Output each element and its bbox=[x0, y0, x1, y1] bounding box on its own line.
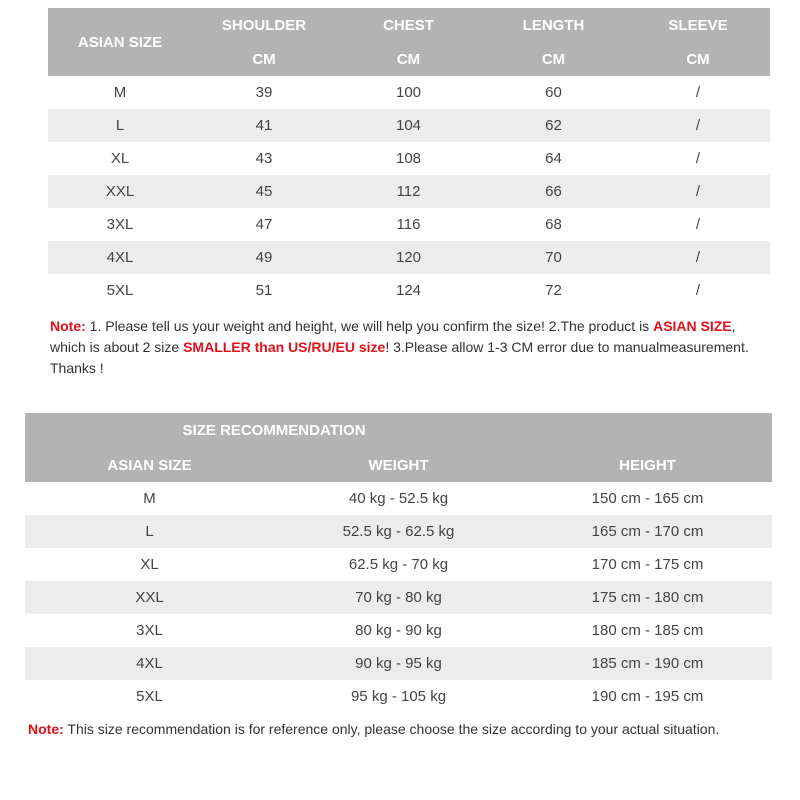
table-row bbox=[25, 680, 772, 713]
cell-chest: 108 bbox=[395, 150, 422, 167]
header-height: HEIGHT bbox=[523, 448, 772, 482]
cell-shoulder: 47 bbox=[255, 216, 273, 233]
note-label: Note: bbox=[28, 721, 64, 737]
table-row bbox=[25, 515, 772, 548]
table-row bbox=[48, 109, 770, 142]
cell-shoulder: 41 bbox=[192, 109, 336, 142]
cell-weight: 40 kg - 52.5 kg bbox=[348, 490, 449, 507]
cell-sleeve: / bbox=[626, 175, 770, 208]
cell-weight: 80 kg - 90 kg bbox=[355, 622, 442, 639]
size-chart-header-row bbox=[48, 8, 770, 42]
note-text-part3: ! 3.Please allow 1-3 CM error due to manualmeasurement. Thanks ! bbox=[50, 339, 749, 376]
header-chest: CHEST bbox=[336, 8, 481, 42]
header-length: LENGTH bbox=[481, 8, 626, 42]
cell-length: 64 bbox=[545, 150, 562, 167]
header-sleeve: SLEEVE bbox=[626, 8, 770, 42]
cell-sleeve: / bbox=[626, 241, 770, 274]
cell-chest: 100 bbox=[395, 84, 422, 101]
table-row bbox=[25, 647, 772, 680]
table-row bbox=[48, 241, 770, 274]
cell-shoulder: 39 bbox=[255, 84, 273, 101]
cell-height: 165 cm - 170 cm bbox=[523, 515, 772, 548]
cell-length: 72 bbox=[545, 282, 562, 299]
unit-chest: CM bbox=[336, 42, 481, 76]
unit-shoulder: CM bbox=[192, 42, 336, 76]
table-row bbox=[25, 548, 772, 581]
cell-size: XL bbox=[140, 556, 159, 573]
cell-size: 4XL bbox=[25, 647, 274, 680]
cell-sleeve: / bbox=[695, 282, 701, 299]
cell-height: 185 cm - 190 cm bbox=[523, 647, 772, 680]
size-recommendation-table bbox=[25, 413, 772, 713]
cell-sleeve: / bbox=[695, 216, 701, 233]
header-shoulder: SHOULDER bbox=[192, 8, 336, 42]
cell-shoulder: 45 bbox=[192, 175, 336, 208]
cell-size: 4XL bbox=[48, 241, 192, 274]
unit-length: CM bbox=[481, 42, 626, 76]
header-weight: WEIGHT bbox=[274, 448, 523, 482]
table-row bbox=[48, 175, 770, 208]
cell-height: 170 cm - 175 cm bbox=[591, 556, 704, 573]
note-text: This size recommendation is for reference only, please choose the size according to your actual situation. bbox=[63, 721, 720, 737]
note-highlight-smaller: SMALLER than US/RU/EU size bbox=[183, 339, 386, 355]
cell-size: L bbox=[48, 109, 192, 142]
cell-shoulder: 51 bbox=[255, 282, 273, 299]
note-highlight-asian-size: ASIAN SIZE bbox=[653, 318, 732, 334]
size-note bbox=[50, 316, 770, 379]
cell-shoulder: 43 bbox=[255, 150, 273, 167]
cell-weight: 90 kg - 95 kg bbox=[274, 647, 523, 680]
recommendation-title: SIZE RECOMMENDATION bbox=[25, 413, 523, 448]
cell-height: 175 cm - 180 cm bbox=[523, 581, 772, 614]
cell-size: 3XL bbox=[136, 622, 163, 639]
cell-shoulder: 49 bbox=[192, 241, 336, 274]
cell-sleeve: / bbox=[626, 109, 770, 142]
cell-size: 5XL bbox=[106, 282, 134, 299]
table-row bbox=[48, 142, 770, 175]
recommendation-title-spacer bbox=[523, 413, 772, 448]
cell-size: XL bbox=[110, 150, 130, 167]
header-asian-size: ASIAN SIZE bbox=[25, 448, 274, 482]
note-text-part1: 1. Please tell us your weight and height, we will help you confirm the size! 2.The product is bbox=[85, 318, 654, 334]
cell-height: 190 cm - 195 cm bbox=[591, 688, 704, 705]
cell-weight: 52.5 kg - 62.5 kg bbox=[274, 515, 523, 548]
size-chart-table bbox=[48, 8, 770, 307]
table-row bbox=[48, 208, 770, 241]
cell-size: L bbox=[25, 515, 274, 548]
recommendation-note bbox=[28, 719, 778, 740]
table-row bbox=[25, 482, 772, 515]
cell-weight: 95 kg - 105 kg bbox=[350, 688, 447, 705]
cell-height: 180 cm - 185 cm bbox=[591, 622, 704, 639]
cell-chest: 120 bbox=[336, 241, 481, 274]
cell-length: 70 bbox=[481, 241, 626, 274]
cell-chest: 116 bbox=[396, 216, 421, 233]
cell-length: 68 bbox=[545, 216, 562, 233]
note-text-part2: , which is about 2 size bbox=[50, 318, 736, 355]
cell-weight: 70 kg - 80 kg bbox=[274, 581, 523, 614]
unit-sleeve: CM bbox=[626, 42, 770, 76]
cell-size: 5XL bbox=[136, 688, 163, 705]
recommendation-title-row bbox=[25, 413, 772, 448]
cell-chest: 112 bbox=[336, 175, 481, 208]
table-row bbox=[25, 581, 772, 614]
table-row bbox=[48, 76, 770, 109]
cell-length: 62 bbox=[481, 109, 626, 142]
cell-size: XXL bbox=[25, 581, 274, 614]
cell-size: M bbox=[113, 84, 127, 101]
cell-weight: 62.5 kg - 70 kg bbox=[348, 556, 449, 573]
cell-size: M bbox=[143, 490, 156, 507]
table-row bbox=[48, 274, 770, 307]
cell-length: 66 bbox=[481, 175, 626, 208]
recommendation-header-row bbox=[25, 448, 772, 482]
cell-height: 150 cm - 165 cm bbox=[591, 490, 704, 507]
cell-chest: 104 bbox=[336, 109, 481, 142]
cell-sleeve: / bbox=[695, 150, 701, 167]
cell-sleeve: / bbox=[695, 84, 701, 101]
cell-length: 60 bbox=[545, 84, 562, 101]
note-label: Note: bbox=[50, 318, 86, 334]
table-row bbox=[25, 614, 772, 647]
header-asian-size: ASIAN SIZE bbox=[48, 8, 192, 76]
cell-size: XXL bbox=[48, 175, 192, 208]
cell-size: 3XL bbox=[106, 216, 134, 233]
cell-chest: 124 bbox=[395, 282, 422, 299]
